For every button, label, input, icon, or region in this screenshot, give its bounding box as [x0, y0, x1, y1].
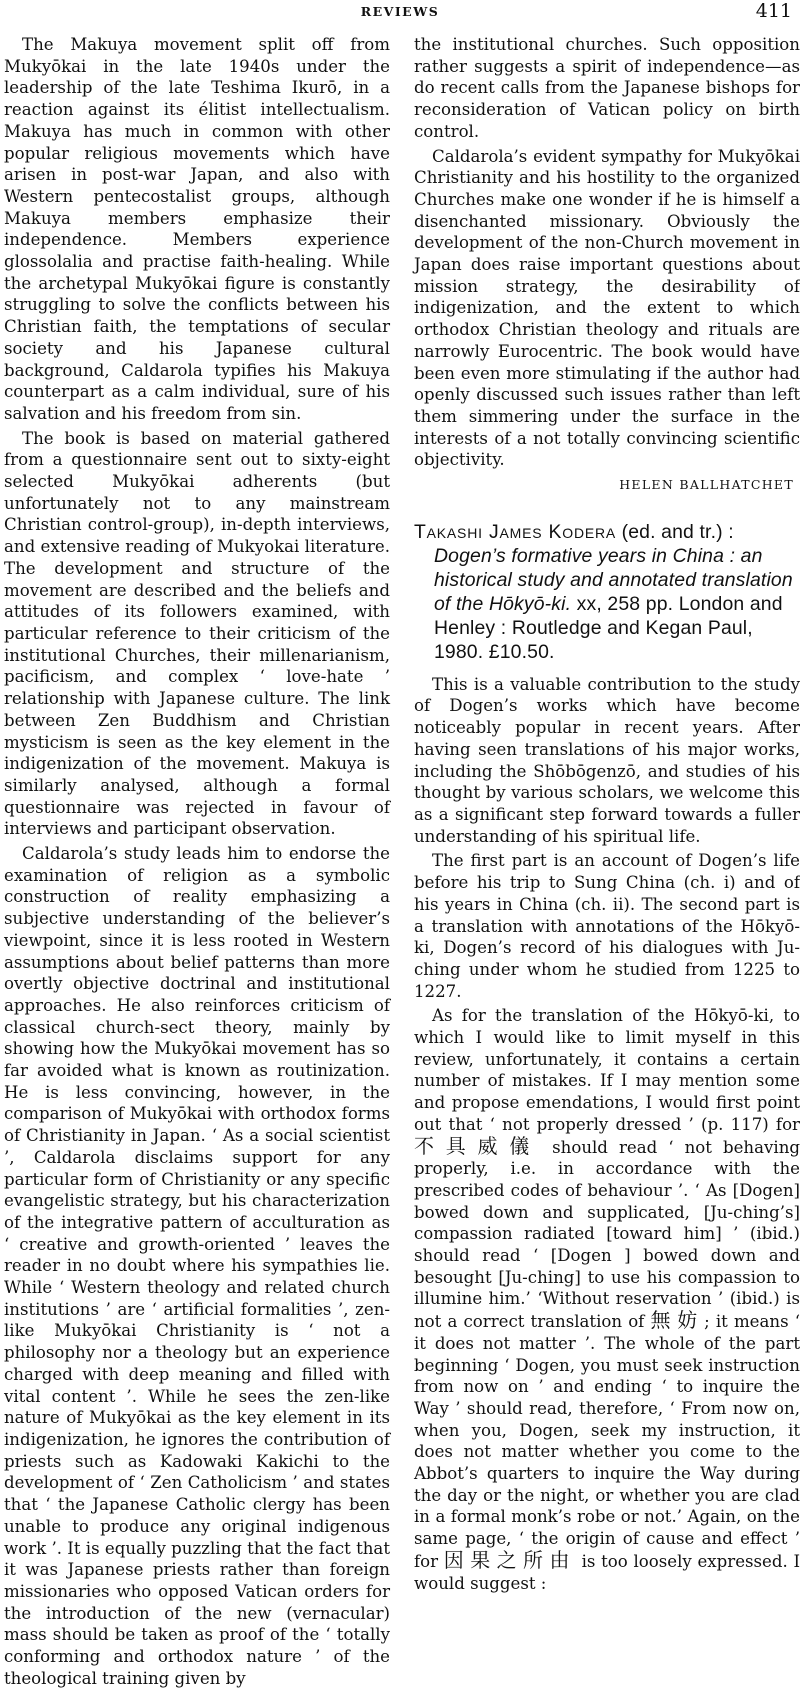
critique-text-b: should read ‘ not behaving properly, i.e. in accordance with the prescribed codes of behaviour ’. ‘ As [Dogen] bowed down and supplicated, [Ju-ching’s] compassion radiated [toward him] ’ (ibid.) should read ‘ [Dogen ] bowed down and besought [Ju-ching] to use his compassion to illumine him.’ ‘Without reservation ’ (ibid.) is not a correct translation of [414, 1137, 800, 1332]
book-editor-note: (ed. and tr.) : [621, 520, 734, 543]
paragraph-sympathy: Caldarola’s evident sympathy for Mukyōkai Christianity and his hostility to the organized Churches make one wonder if he is himself a disenchanted missionary. Obviously the development of the non-Church movement in Japan does raise important questions about mission strategy, the desirability of indigenization, and the extent to which orthodox Christian theology and rituals are narrowly Eurocentric. The book would have been even more stimulating if the author had openly discussed such issues rather than left them simmering under the surface in the interests of a not totally convincing scientific objectivity. [414, 146, 800, 470]
kanji-mubo: 無妨 [650, 1308, 705, 1333]
paragraph-first-part: The first part is an account of Dogen’s life before his trip to Sung China (ch. i) and of his years in China (ch. ii). The second part is a translation with annotations of the Hōkyō-ki, Dogen’s record of his dialogues with Ju-ching under whom he studied from 1225 to 1227. [414, 851, 800, 1001]
paragraph-translation-critique [414, 1005, 800, 1594]
book-details: xx, 258 pp. London and Henley : Routledge and Kegan Paul, 1980. £10.50. [434, 592, 783, 663]
critique-text-c: ; it means ‘ it does not matter ’. The whole of the part beginning ‘ Dogen, you must seek instruction from now on ’ and ending ‘ to inquire the Way ’ should read, therefore, ‘ From now on, when you, Dogen, seek my instruction, it does not matter whether you come to the Abbot’s quarters to inquire the Way during the day or the night, or whether you are clad in a formal monk’s robe or not.’ Again, on the same page, ‘ the origin of cause and effect ’ for [414, 1312, 800, 1571]
book-author: Takashi James Kodera [414, 520, 617, 543]
running-title: REVIEWS [360, 4, 440, 19]
critique-text-a: As for the translation of the Hōkyō-ki, to which I would like to limit myself in this review, unfortunately, it contains a certain number of mistakes. If I may mention some and propose emendations, I would first point out that ‘ not properly dressed ’ (p. 117) for [414, 1006, 800, 1134]
book-title: Dogen’s formative years in China : an historical study and annotated translation of the Hōkyō-ki. [434, 544, 793, 615]
paragraph-caldarola-study: Caldarola’s study leads him to endorse the examination of religion as a symbolic construction of reality emphasizing a subjective understanding of the believer’s viewpoint, since it is less rooted in Western assumptions about belief patterns than more overtly objective doctrinal and institutional approaches. He also reinforces criticism of classical church-sect theory, mainly by showing how the Mukyōkai movement has so far avoided what is known as routinization. He is less convincing, however, in the comparison of Mukyōkai with orthodox forms of Christianity in Japan. ‘ As a social scientist ’, Caldarola disclaims support for any particular form of Christianity or any specific evangelistic strategy, but his characterization of the integrative pattern of acculturation as ‘ creative and growth-oriented ’ leaves the reader in no doubt where his sympathies lie. While ‘ Western theology and related church institutions ’ are ‘ artificial formalities ’, zen-like Mukyōkai Christianity is ‘ not a philosophy nor a theology but an experience charged with deep meaning and filled with vital content ’. While he sees the zen-like nature of Mukyōkai as the key element in its indigenization, he ignores the contribution of priests such as Kadowaki Kakichi to the development of ‘ Zen Catholicism ’ and states that ‘ the Japanese Catholic clergy has been unable to produce any original indigenous work ’. It is equally puzzling that the fact that it was Japanese priests rather than foreign missionaries who opposed Vatican orders for the introduction of the new (vernacular) mass should be taken as proof of the ‘ totally conforming and orthodox nature ’ of the theological training given by [4, 844, 390, 1688]
paragraph-makuya: The Makuya movement split off from Mukyōkai in the late 1940s under the leadership of the late Teshima Ikurō, in a reaction against its élitist intellectualism. Makuya has much in common with other popular religious movements which have arisen in post-war Japan, and also with Western pentecostalist groups, although Makuya members emphasize their independence. Members experience glossolalia and practise faith-healing. While the archetypal Mukyōkai figure is constantly struggling to solve the conflicts between his Christian faith, the temptations of secular society and his Japanese cultural background, Caldarola typifies his Makuya counterpart as a calm individual, sure of his salvation and his freedom from sin. [4, 35, 390, 423]
left-column [4, 34, 390, 1689]
critique-text-d: is too loosely expressed. I would suggest : [414, 1551, 800, 1593]
paragraph-continuation: the institutional churches. Such opposition rather suggests a spirit of independence—as do recent calls from the Japanese bishops for reconsideration of Vatican policy on birth control. [414, 35, 800, 141]
page-number: 411 [755, 0, 792, 22]
running-head [0, 0, 800, 22]
book-heading [414, 520, 800, 664]
kanji-inga-shiyu: 因果之所由 [443, 1547, 576, 1572]
kanji-fugu-igi: 不具威儀 [414, 1133, 542, 1158]
paragraph-valuable-contribution: This is a valuable contribution to the study of Dogen’s works which have become noticeably popular in recent years. After having seen translations of his major works, including the Shōbōgenzō, and studies of his thought by various scholars, we welcome this as a significant step forward towards a fuller understanding of his spiritual life. [414, 674, 800, 846]
right-column [414, 34, 800, 1594]
paragraph-book-basis: The book is based on material gathered from a questionnaire sent out to sixty-eight selected Mukyōkai adherents (but unfortunately not to any mainstream Christian control-group), in-depth interviews, and extensive reading of Mukyokai literature. The development and structure of the movement are described and the beliefs and attitudes of its followers examined, with particular reference to their criticism of the institutional Churches, their millenarianism, pacificism, and complex ‘ love-hate ’ relationship with Japanese culture. The link between Zen Buddhism and Christian mysticism is seen as the key element in the indigenization of the movement. Makuya is similarly analysed, although a formal questionnaire was rejected in favour of interviews and participant observation. [4, 428, 390, 839]
reviewer-signature: HELEN BALLHATCHET [619, 477, 794, 493]
